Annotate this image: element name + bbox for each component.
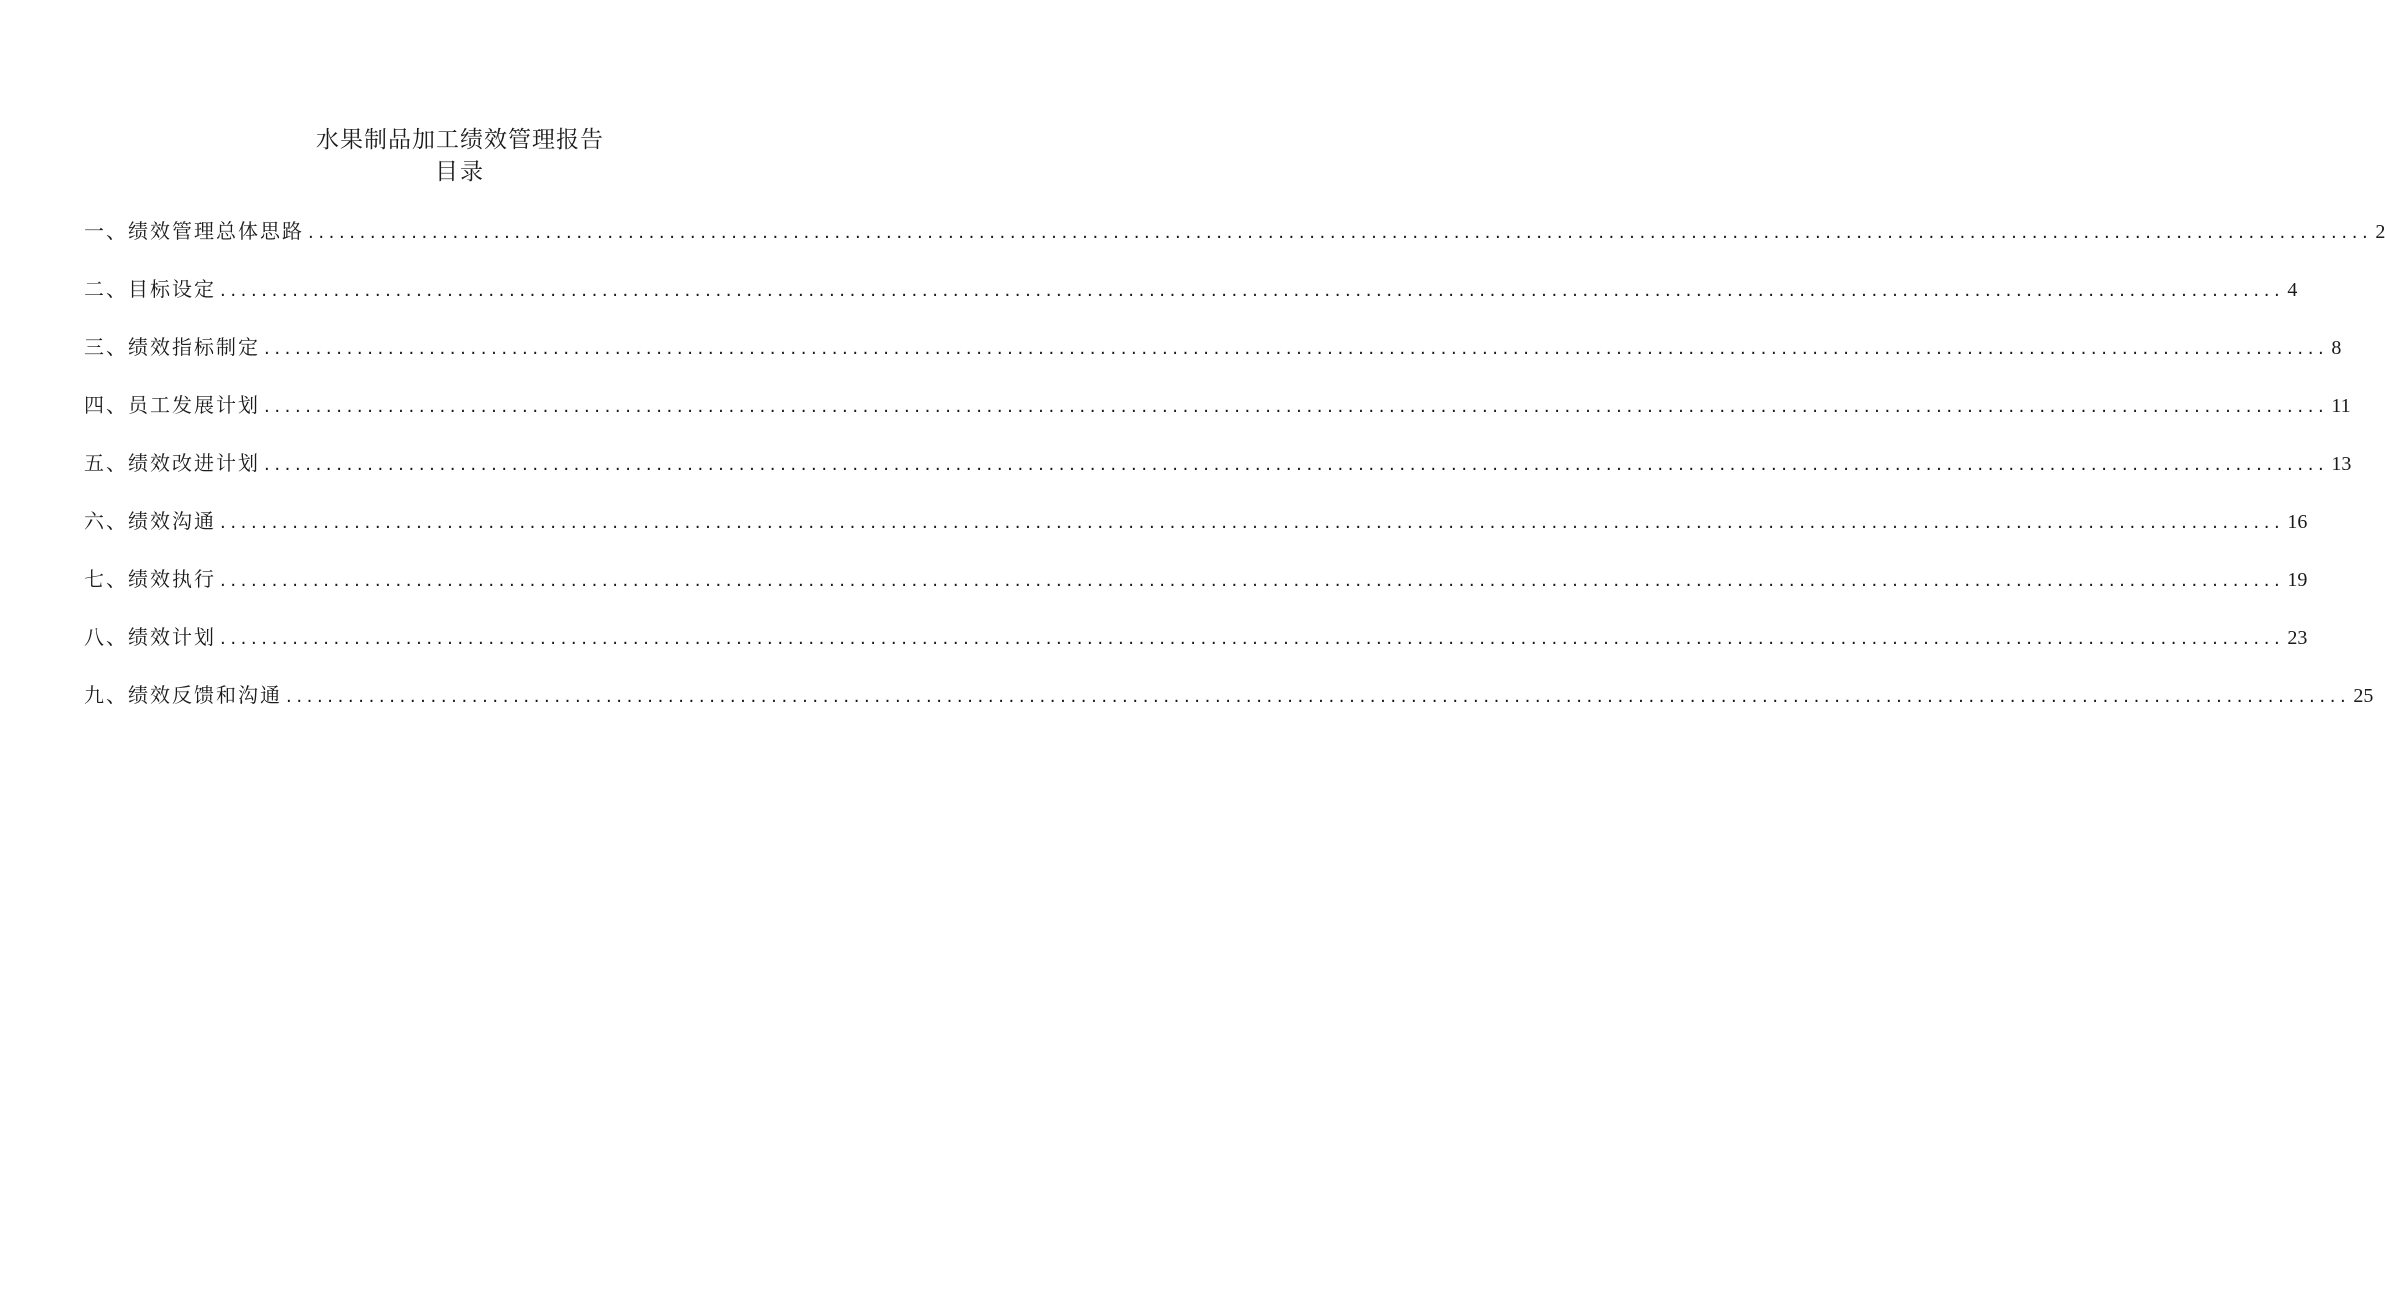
- toc-dot-leader: ........................................................................................................................................................................................................: [286, 686, 2351, 707]
- toc-entry-label: 四、员工发展计划: [84, 393, 260, 417]
- toc-entry-page: 23: [2287, 627, 2308, 649]
- toc-entry-page: 13: [2331, 453, 2352, 475]
- toc-entry-label: 三、绩效指标制定: [84, 335, 260, 359]
- toc-entry[interactable]: [84, 504, 2308, 562]
- toc-entry-page: 19: [2287, 569, 2308, 591]
- toc-dot-leader: ........................................................................................................................................................................................................: [220, 280, 2285, 301]
- toc-entry-label: 七、绩效执行: [84, 567, 216, 591]
- toc-entry-page: 8: [2331, 337, 2342, 359]
- toc-entry-page: 16: [2287, 511, 2308, 533]
- toc-entry-label: 六、绩效沟通: [84, 509, 216, 533]
- toc-entry[interactable]: [84, 620, 2308, 678]
- toc-entry[interactable]: [84, 562, 2308, 620]
- toc-entry-label: 八、绩效计划: [84, 625, 216, 649]
- toc-entry-page: 2: [2375, 221, 2385, 243]
- toc-dot-leader: ........................................................................................................................................................................................................: [264, 338, 2329, 359]
- toc-entry-page: 25: [2353, 685, 2374, 707]
- table-of-contents: [84, 214, 2385, 736]
- toc-entry[interactable]: [84, 214, 2385, 272]
- toc-entry-label: 五、绩效改进计划: [84, 451, 260, 475]
- toc-dot-leader: ........................................................................................................................................................................................................: [264, 454, 2329, 475]
- toc-entry[interactable]: [84, 678, 2374, 736]
- toc-dot-leader: ........................................................................................................................................................................................................: [220, 570, 2285, 591]
- toc-entry-page: 4: [2287, 279, 2298, 301]
- toc-entry[interactable]: [84, 272, 2298, 330]
- toc-entry[interactable]: [84, 446, 2352, 504]
- toc-heading: 目录: [435, 159, 485, 185]
- toc-entry-page: 11: [2331, 395, 2351, 417]
- toc-entry[interactable]: [84, 388, 2351, 446]
- toc-dot-leader: ........................................................................................................................................................................................................: [220, 628, 2285, 649]
- toc-entry[interactable]: [84, 330, 2342, 388]
- toc-dot-leader: ........................................................................................................................................................................................................: [264, 396, 2329, 417]
- toc-entry-label: 九、绩效反馈和沟通: [84, 683, 282, 707]
- document-title: 水果制品加工绩效管理报告: [316, 127, 604, 153]
- toc-dot-leader: ........................................................................................................................................................................................................: [220, 512, 2285, 533]
- toc-dot-leader: ........................................................................................................................................................................................................: [308, 222, 2373, 243]
- toc-entry-label: 一、绩效管理总体思路: [84, 219, 304, 243]
- toc-entry-label: 二、目标设定: [84, 277, 216, 301]
